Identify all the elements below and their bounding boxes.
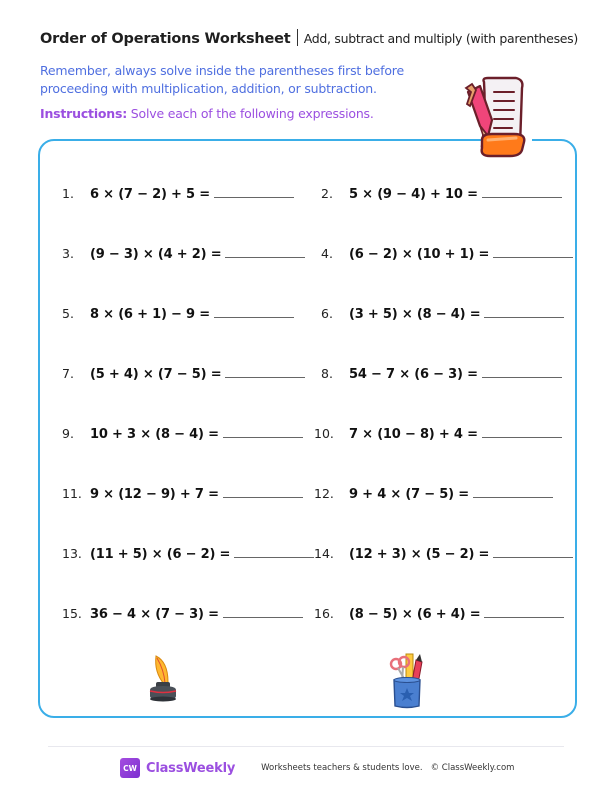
problem-number: 11. [62,486,82,501]
problem-expression: (6 − 2) × (10 + 1) = [349,247,490,262]
answer-blank[interactable] [214,317,294,318]
answer-blank[interactable] [223,497,303,498]
answer-blank[interactable] [484,317,564,318]
problem-expression: (9 − 3) × (4 + 2) = [90,247,222,262]
problem-number: 13. [62,546,82,561]
problem-number: 9. [62,426,74,441]
answer-blank[interactable] [482,197,562,198]
problem-6 [321,306,564,322]
footer [120,758,514,778]
reminder-text: Remember, always solve inside the parentheses first before proceeding with multiplication, addition, or subtraction. [40,63,404,96]
problem-number: 5. [62,306,74,321]
answer-blank[interactable] [493,557,573,558]
problem-number: 15. [62,606,82,621]
problem-number: 8. [321,366,333,381]
answer-blank[interactable] [493,257,573,258]
instructions-label: Instructions: [40,106,128,121]
problem-12 [314,486,553,502]
problem-number: 3. [62,246,74,261]
problem-expression: (11 + 5) × (6 − 2) = [90,547,231,562]
problem-4 [321,246,573,262]
problem-expression: 9 + 4 × (7 − 5) = [349,487,469,502]
problem-16 [314,606,564,622]
pencil-cup-icon [386,652,428,710]
footer-tagline: Worksheets teachers & students love. [261,763,423,773]
problem-expression: (5 + 4) × (7 − 5) = [90,367,222,382]
problem-13 [62,546,314,562]
problem-number: 12. [314,486,334,501]
problem-expression: (12 + 3) × (5 − 2) = [349,547,490,562]
answer-blank[interactable] [225,377,305,378]
answer-blank[interactable] [234,557,314,558]
problem-7 [62,366,305,382]
problem-9 [62,426,303,442]
problem-number: 7. [62,366,74,381]
answer-blank[interactable] [223,617,303,618]
problem-number: 2. [321,186,333,201]
problem-5 [62,306,294,322]
problem-number: 16. [314,606,334,621]
answer-blank[interactable] [214,197,294,198]
problem-expression: 54 − 7 × (6 − 3) = [349,367,478,382]
problem-expression: 36 − 4 × (7 − 3) = [90,607,219,622]
instructions [40,106,374,121]
problem-10 [314,426,562,442]
problem-11 [62,486,303,502]
worksheet-title: Order of Operations Worksheet [40,31,291,47]
title-divider [297,29,298,46]
problem-15 [62,606,303,622]
problem-expression: (8 − 5) × (6 + 4) = [349,607,481,622]
answer-blank[interactable] [482,437,562,438]
problem-14 [314,546,573,562]
problem-number: 6. [321,306,333,321]
problem-number: 1. [62,186,74,201]
problem-1 [62,186,294,202]
problem-2 [321,186,562,202]
footer-divider [48,746,564,747]
answer-blank[interactable] [223,437,303,438]
problem-number: 10. [314,426,334,441]
problem-expression: 6 × (7 − 2) + 5 = [90,187,210,202]
worksheet-header [40,28,578,47]
problem-expression: 9 × (12 − 9) + 7 = [90,487,219,502]
footer-copyright: © ClassWeekly.com [430,763,515,773]
problem-expression: (3 + 5) × (8 − 4) = [349,307,481,322]
problem-expression: 5 × (9 − 4) + 10 = [349,187,478,202]
problem-expression: 10 + 3 × (8 − 4) = [90,427,219,442]
answer-blank[interactable] [225,257,305,258]
classweekly-logo-icon: CW [120,758,140,778]
instructions-text: Solve each of the following expressions. [127,106,374,121]
answer-blank[interactable] [482,377,562,378]
worksheet-subtitle: Add, subtract and multiply (with parentheses) [303,31,578,46]
problem-number: 14. [314,546,334,561]
answer-blank[interactable] [484,617,564,618]
problem-expression: 8 × (6 + 1) − 9 = [90,307,210,322]
answer-blank[interactable] [473,497,553,498]
problem-3 [62,246,305,262]
problem-8 [321,366,562,382]
scroll-with-pen-icon [462,76,532,166]
quill-inkwell-icon [146,654,180,702]
problem-expression: 7 × (10 − 8) + 4 = [349,427,478,442]
problem-number: 4. [321,246,333,261]
brand-name: ClassWeekly [146,760,236,776]
